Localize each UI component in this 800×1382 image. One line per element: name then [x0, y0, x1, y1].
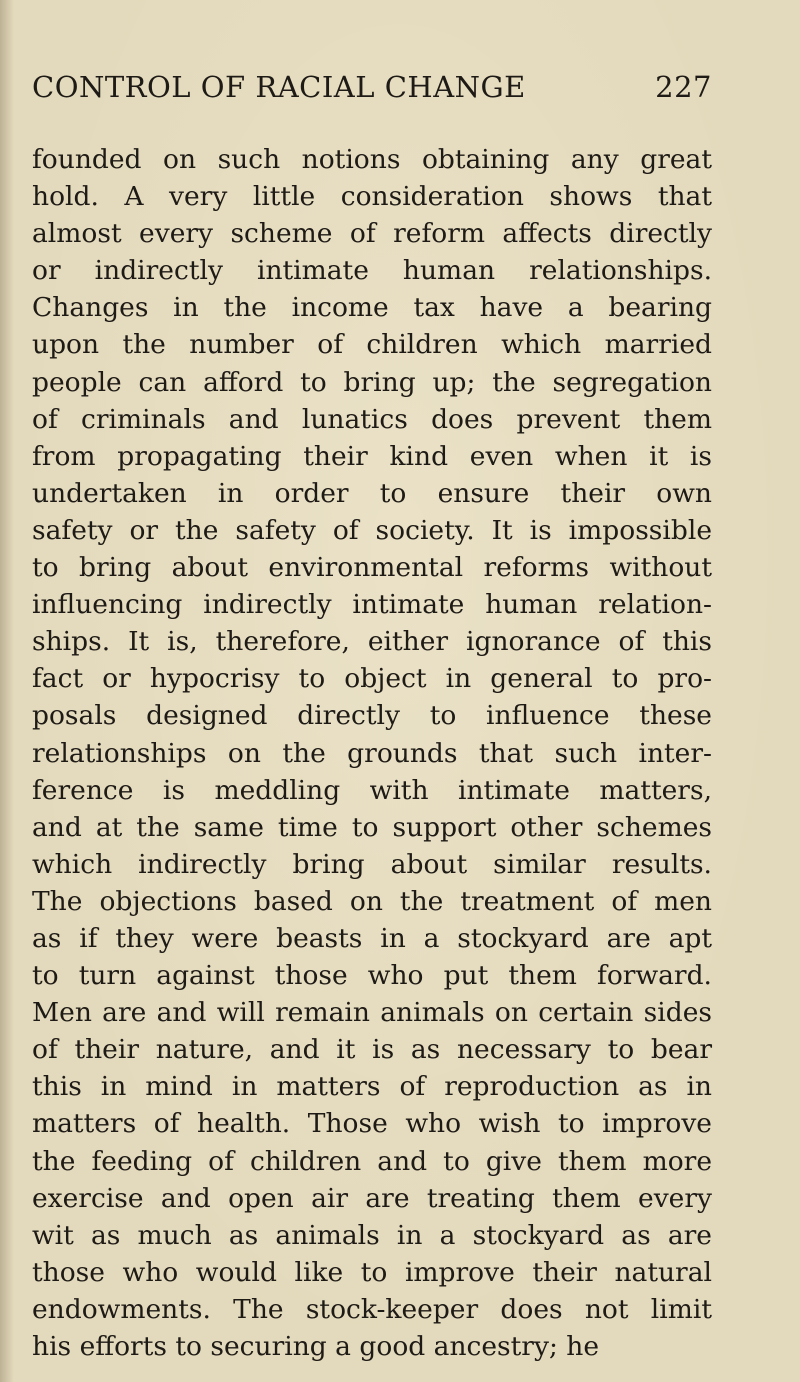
body-text — [32, 141, 712, 1365]
text-line: Changes in the income tax have a bearing — [32, 292, 712, 324]
text-line: the feeding of children and to give them more — [32, 1145, 712, 1177]
text-line: Men are and will remain animals on certain sides — [32, 997, 712, 1029]
text-line: which indirectly bring about similar results. — [32, 848, 712, 880]
text-line: influencing indirectly intimate human relation- — [32, 589, 712, 621]
text-line: wit as much as animals in a stockyard as are — [32, 1219, 712, 1251]
text-line: or indirectly intimate human relationships. — [32, 255, 712, 287]
text-line: upon the number of children which married — [32, 329, 712, 361]
text-line: matters of health. Those who wish to improve — [32, 1108, 712, 1140]
text-line: this in mind in matters of reproduction as in — [32, 1071, 712, 1103]
text-line: hold. A very little consideration shows that — [32, 181, 712, 213]
text-line: posals designed directly to influence these — [32, 700, 712, 732]
text-line: ference is meddling with intimate matters, — [32, 774, 712, 806]
text-line: of criminals and lunatics does prevent them — [32, 403, 712, 435]
text-line: relationships on the grounds that such inter- — [32, 737, 712, 769]
text-line: ships. It is, therefore, either ignorance of this — [32, 626, 712, 658]
text-line: exercise and open air are treating them every — [32, 1182, 712, 1214]
text-line: endowments. The stock-keeper does not limit — [32, 1293, 712, 1325]
text-line: his efforts to securing a good ancestry; he — [32, 1331, 600, 1362]
text-line: fact or hypocrisy to object in general to pro- — [32, 663, 712, 695]
text-line: from propagating their kind even when it is — [32, 440, 712, 472]
text-line: people can afford to bring up; the segregation — [32, 366, 712, 398]
running-head: CONTROL OF RACIAL CHANGE — [32, 70, 526, 104]
text-line: and at the same time to support other schemes — [32, 811, 712, 843]
text-line: those who would like to improve their natural — [32, 1256, 712, 1288]
page-number: 227 — [655, 70, 712, 104]
text-line: safety or the safety of society. It is impossible — [32, 514, 712, 546]
text-line: to turn against those who put them forward. — [32, 960, 712, 992]
text-line: as if they were beasts in a stockyard are apt — [32, 922, 712, 954]
text-line: almost every scheme of reform affects directly — [32, 218, 712, 250]
page-header — [32, 70, 712, 114]
text-line: undertaken in order to ensure their own — [32, 477, 712, 509]
gutter-shadow — [0, 0, 14, 1382]
text-line: The objections based on the treatment of men — [32, 885, 712, 917]
text-line: founded on such notions obtaining any great — [32, 144, 712, 175]
text-line: of their nature, and it is as necessary to bear — [32, 1034, 712, 1066]
text-line: to bring about environmental reforms without — [32, 552, 712, 584]
